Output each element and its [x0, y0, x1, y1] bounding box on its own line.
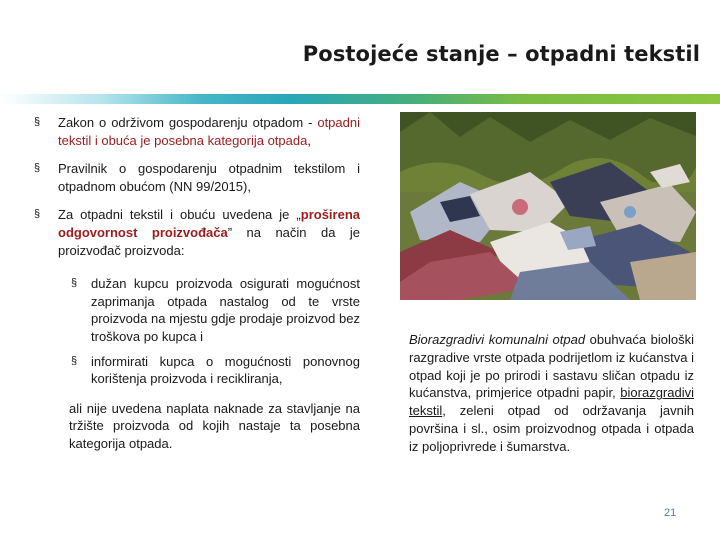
closing-text: ali nije uvedena naplata naknade za stavljanje na tržište proizvoda od kojih nastaje ta posebna kategorija otpada.	[69, 400, 360, 451]
definition-term: Biorazgradivi komunalni otpad	[409, 332, 586, 347]
bullet-regulation-text: Pravilnik o gospodarenju otpadnim tekstilom i otpadnom obućom (NN 99/2015),	[58, 161, 360, 194]
bullet-responsibility	[34, 206, 360, 259]
biodegradable-waste-definition	[409, 331, 694, 456]
bullet-responsibility-text: Za otpadni tekstil i obuću uvedena je „	[58, 207, 301, 223]
textile-waste-illustration	[400, 112, 696, 300]
sub-bullet-obligation	[34, 275, 360, 345]
title-gradient-bar	[0, 94, 720, 104]
bullet-law-highlight: otpadni tekstil i obuća je posebna kategorija otpada	[58, 115, 360, 148]
slide-title: Postojeće stanje – otpadni tekstil	[302, 42, 700, 66]
bullet-marker: §	[34, 116, 41, 128]
bullet-marker: §	[71, 354, 78, 367]
bullet-responsibility-highlight: proširena odgovornost proizvođača	[58, 207, 360, 240]
bullet-law	[34, 114, 360, 149]
textile-waste-photo	[400, 112, 696, 300]
bullet-marker: §	[71, 277, 78, 290]
definition-part-2: , zeleni otpad od održavanja javnih površina i sl., osim proizvodnog otpada i otpada iz poljoprivrede i šumarstva.	[409, 403, 694, 454]
bullet-responsibility-end: ” na način da je proizvođač proizvoda:	[58, 224, 360, 258]
left-column	[34, 114, 360, 453]
bullet-law-end: ,	[307, 132, 311, 148]
bullet-marker: §	[34, 208, 41, 221]
bullet-law-text: Zakon o održivom gospodarenju otpadom -	[58, 115, 318, 130]
bullet-regulation	[34, 160, 360, 195]
sub-bullet-obligation-text: dužan kupcu proizvoda osigurati mogućnost zaprimanja otpada nastalog od te vrste proizvoda na mjestu gdje prodaje proizvod bez troškova po kupca i	[91, 276, 360, 344]
sub-bullet-inform-text: informirati kupca o mogućnosti ponovnog korištenja proizvoda i recikliranja,	[91, 353, 360, 387]
definition-underlined: biorazgradivi tekstil	[409, 385, 694, 419]
definition-part-1: obuhvaća biološki razgradive vrste otpada podrijetlom iz kućanstva i otpad koji je po prirodi i sastavu sličan otpadu iz kućanstva, primjerice otpadni papir,	[409, 332, 694, 401]
bullet-marker: §	[34, 162, 41, 175]
sub-bullet-inform	[34, 353, 360, 388]
page-number: 21	[664, 507, 677, 519]
